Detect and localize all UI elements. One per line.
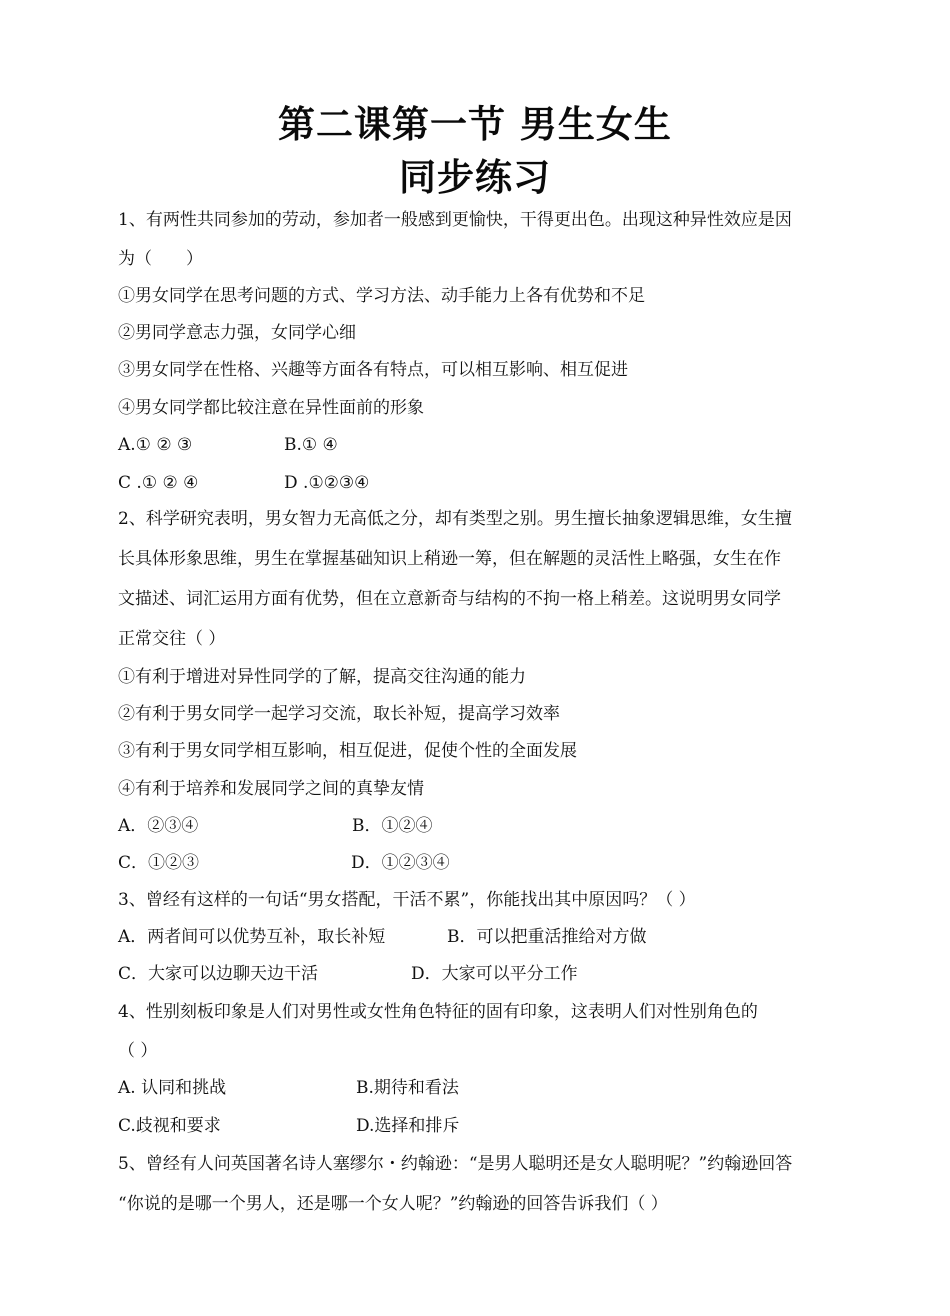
question-3-option-a: A．两者间可以优势互补，取长补短 <box>118 927 386 947</box>
question-2-option-d: D．①②③④ <box>351 853 450 873</box>
question-3-option-d: D．大家可以平分工作 <box>411 964 578 984</box>
question-4-option-b: B.期待和看法 <box>356 1078 459 1098</box>
question-4-option-c: C.歧视和要求 <box>118 1116 221 1136</box>
question-1-stem-line-1: 1、有两性共同参加的劳动，参加者一般感到更愉快，干得更出色。出现这种异性效应是因 <box>118 210 792 230</box>
question-4-option-a: A. 认同和挑战 <box>118 1078 227 1098</box>
question-3-option-c: C．大家可以边聊天边干活 <box>118 964 319 984</box>
question-4-options-row-2 <box>118 1115 838 1137</box>
question-1-option-b: B.① ④ <box>284 435 338 455</box>
question-2-options-row-2 <box>118 852 838 874</box>
page-title: 第二课第一节 男生女生 <box>278 103 672 146</box>
question-2-option-b: B．①②④ <box>352 816 433 836</box>
question-1-options-row-1 <box>118 434 838 456</box>
question-3-options-row-1 <box>118 926 838 948</box>
question-2-stem-line-3: 文描述、词汇运用方面有优势，但在立意新奇与结构的不拘一格上稍差。这说明男女同学 <box>118 589 781 609</box>
question-3-options-row-2 <box>118 963 838 985</box>
question-1-options-row-2 <box>118 472 838 494</box>
question-4-option-d: D.选择和排斥 <box>356 1116 460 1136</box>
question-1-option-c: C .① ② ④ <box>118 473 199 493</box>
question-5-stem-line-2: “你说的是哪一个男人，还是哪一个女人呢？”约翰逊的回答告诉我们（ ） <box>118 1194 668 1214</box>
question-2-statement-1: ①有利于增进对异性同学的了解，提高交往沟通的能力 <box>118 667 526 687</box>
question-2-statement-2: ②有利于男女同学一起学习交流，取长补短，提高学习效率 <box>118 704 560 724</box>
question-2-statement-3: ③有利于男女同学相互影响，相互促进，促使个性的全面发展 <box>118 741 577 761</box>
question-1-statement-1: ①男女同学在思考问题的方式、学习方法、动手能力上各有优势和不足 <box>118 286 645 306</box>
question-1-option-a: A.① ② ③ <box>118 435 193 455</box>
question-2-statement-4: ④有利于培养和发展同学之间的真挚友情 <box>118 779 424 799</box>
question-4-stem-line-2: （ ） <box>118 1041 158 1061</box>
question-4-options-row-1 <box>118 1077 838 1099</box>
page-subtitle: 同步练习 <box>399 156 551 199</box>
question-2-options-row-1 <box>118 815 838 837</box>
question-1-stem-line-2: 为（ ） <box>118 249 203 269</box>
question-5-stem-line-1: 5、曾经有人问英国著名诗人塞缪尔・约翰逊：“是男人聪明还是女人聪明呢？”约翰逊回答 <box>118 1154 793 1174</box>
question-2-option-a: A．②③④ <box>118 816 199 836</box>
question-1-option-d: D .①②③④ <box>284 473 370 493</box>
question-2-stem-line-1: 2、科学研究表明，男女智力无高低之分，却有类型之别。男生擅长抽象逻辑思维，女生擅 <box>118 509 792 529</box>
question-1-statement-2: ②男同学意志力强，女同学心细 <box>118 323 356 343</box>
question-3-stem: 3、曾经有这样的一句话“男女搭配，干活不累”，你能找出其中原因吗？（ ） <box>118 890 696 910</box>
question-3-option-b: B．可以把重活推给对方做 <box>447 927 647 947</box>
question-4-stem-line-1: 4、性别刻板印象是人们对男性或女性角色特征的固有印象，这表明人们对性别角色的 <box>118 1002 758 1022</box>
question-2-stem-line-4: 正常交往（ ） <box>118 629 226 649</box>
question-1-statement-3: ③男女同学在性格、兴趣等方面各有特点，可以相互影响、相互促进 <box>118 360 628 380</box>
question-2-option-c: C．①②③ <box>118 853 200 873</box>
question-1-statement-4: ④男女同学都比较注意在异性面前的形象 <box>118 398 424 418</box>
question-2-stem-line-2: 长具体形象思维，男生在掌握基础知识上稍逊一筹，但在解题的灵活性上略强，女生在作 <box>118 549 781 569</box>
